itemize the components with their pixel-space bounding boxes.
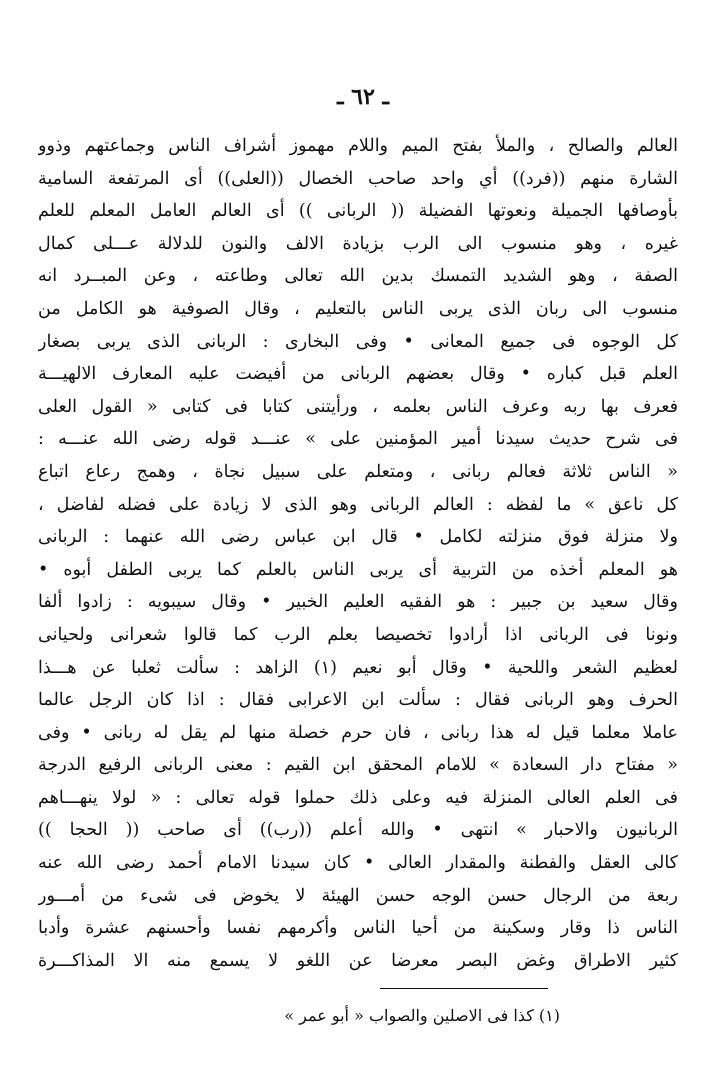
page-number: ـ ٦٢ ـ [337,84,389,110]
text-line: الربانيون والاحبار » انتهى • والله أعلم ((رب)) أى صاحب (( الحجا )) [38,820,678,841]
text-line: « الناس ثلاثة فعالم ربانى ، ومتعلم على سبيل نجاة ، وهمج رعاع اتباع [38,461,678,482]
text-line: ونونا فى الربانى اذا أرادوا تخصيصا بعلم الرب كما قالوا شعرانى ولحيانى [38,624,678,645]
text-line: العلم قبل كباره • وقال بعضهم الربانى من أفيضت عليه المعارف الالهيـــة [38,364,678,385]
body-text [38,130,678,977]
text-line: العالم والصالح ، والملأ بفتح الميم واللام مهموز أشراف الناس وجماعتهم وذوو [38,136,678,156]
text-line: كالى العقل والفطنة والمقدار العالى • كان سيدنا الامام أحمد رضى الله عنه [38,853,678,874]
text-line: بأوصافها الجميلة ونعوتها الفضيلة (( الربانى )) أى العالم العامل المعلم للعلم [38,201,678,222]
text-line: الناس ذا وقار وسكينة من أحيا الناس وأكرمهم نفسا وأحسنهم عشرة وأدبا [38,918,678,939]
text-line: كثير الاطراق وغض البصر معرضا عن اللغو لا يسمع منه الا المذاكـــرة [38,950,678,971]
text-line: الصفة ، وهو الشديد التمسك بدين الله تعالى وطاعته ، وعن المبــرد انه [38,266,678,287]
text-line: فعرف بها ربه وعرف الناس بعلمه ، ورأيتنى كتابا فى كتابى « القول العلى [38,396,678,417]
text-line: هو المعلم أخذه من التربية أى يربى الناس بالعلم كما يربى الطفل أبوه • [38,559,678,580]
text-line: لعظيم الشعر واللحية • وقال أبو نعيم (١) الزاهد : سألت ثعلبا عن هـــذا [38,657,678,678]
text-line: منسوب الى ربان الذى يربى الناس بالتعليم ، وقال الصوفية هو الكامل من [38,298,678,319]
text-line: الحرف وهو الربانى فقال : سألت ابن الاعرابى فقال : اذا كان الرجل عالما [38,690,678,711]
text-line: « مفتاح دار السعادة » للامام المحقق ابن القيم : معنى الربانى الرفيع الدرجة [38,755,678,776]
text-line: كل الوجوه فى جميع المعانى • وفى البخارى : الربانى الذى يربى بصغار [38,331,678,352]
text-line: وقال سعيد بن جبير : هو الفقيه العليم الخبير • وقال سيبويه : زادوا ألفا [38,592,678,613]
text-line: فى شرح حديث سيدنا أمير المؤمنين على » عنـــد قوله رضى الله عنـــه : [38,429,678,450]
text-line: ولا منزلة فوق منزلته لكامل • قال ابن عباس رضى الله عنهما : الربانى [38,527,678,548]
text-line: الشارة منهم ((فرد)) أي واحد صاحب الخصال ((العلى)) أى المرتفعة السامية [38,168,678,189]
text-line: ربعة من الرجال حسن الوجه حسن الهيئة لا يخوض فى شىء من أمـــور [38,885,678,906]
text-line: غيره ، وهو منسوب الى الرب بزيادة الالف والنون للدلالة عـــلى كمال [38,233,678,254]
text-line: كل ناعق » ما لفظه : العالم الربانى وهو الذى لا زيادة على فضله لفاضل ، [38,494,678,515]
footnote: (١) كذا فى الاصلين والصواب « أبو عمر » [284,1006,560,1025]
footnote-divider [380,988,548,989]
text-line: عاملا معلما قيل له هذا ربانى ، فان حرم خصلة منها لم يقل له ربانى • وفى [38,722,678,743]
text-line: فى العلم العالى المنزلة فيه وعلى ذلك حملوا قوله تعالى : « لولا ينهـــاهم [38,787,678,808]
